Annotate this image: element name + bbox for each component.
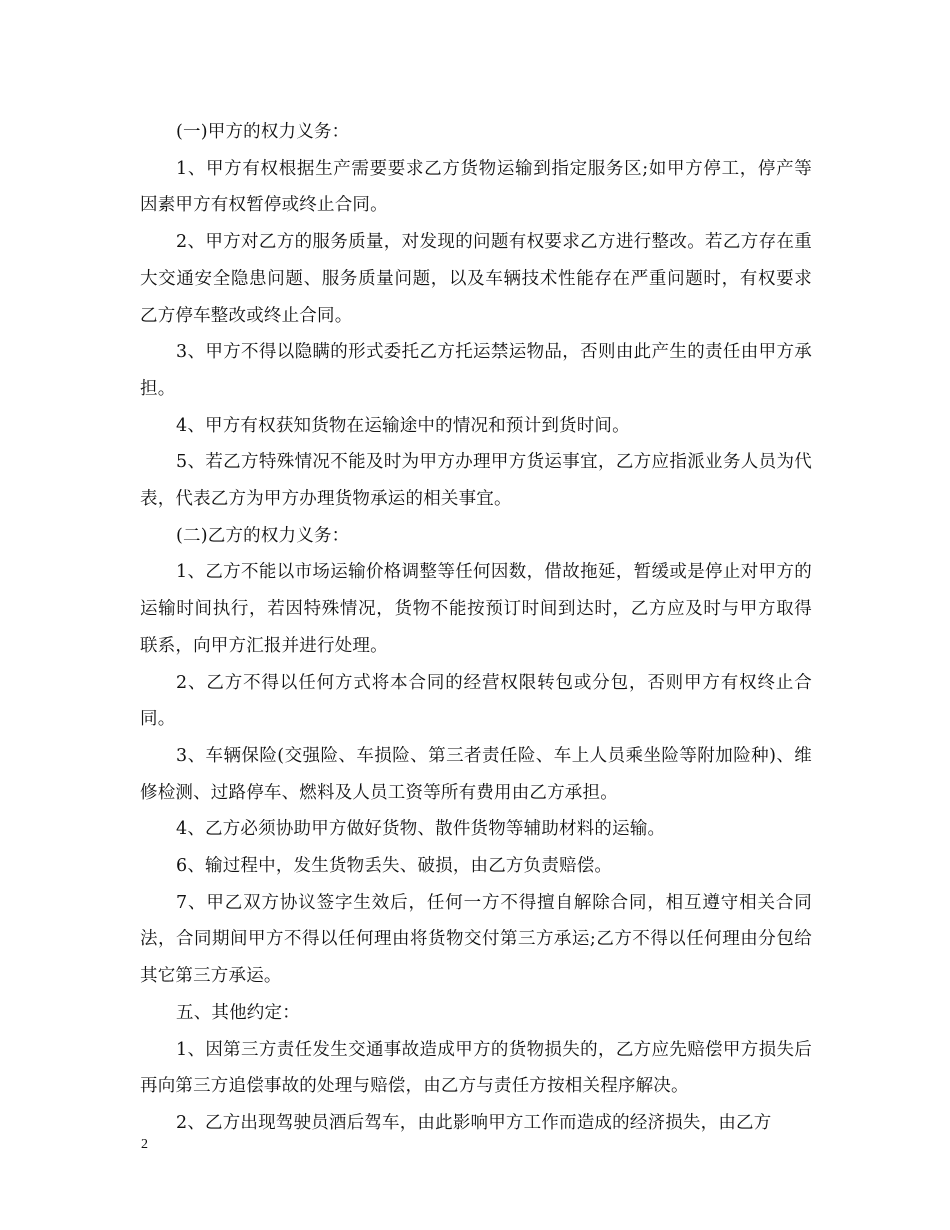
paragraph-party-b-clause-2: 2、乙方不得以任何方式将本合同的经营权限转包或分包，否则甲方有权终止合同。 bbox=[140, 672, 812, 730]
section-heading-party-b-rights: (二)乙方的权力义务： bbox=[176, 525, 350, 546]
paragraph-party-b-clause-3: 3、车辆保险(交强险、车损险、第三者责任险、车上人员乘坐险等附加险种)、维修检测、过路停车、燃料及人员工资等所有费用由乙方承担。 bbox=[140, 745, 812, 803]
section-heading-other-agreements: 五、其他约定： bbox=[176, 1002, 300, 1023]
paragraph-party-a-clause-5: 5、若乙方特殊情况不能及时为甲方办理甲方货运事宜，乙方应指派业务人员为代表，代表乙方为甲方办理货物承运的相关事宜。 bbox=[140, 452, 812, 510]
paragraph-party-a-clause-4: 4、甲方有权获知货物在运输途中的情况和预计到货时间。 bbox=[176, 415, 630, 436]
paragraph-party-b-clause-4: 4、乙方必须协助甲方做好货物、散件货物等辅助材料的运输。 bbox=[176, 819, 666, 840]
paragraph-party-b-clause-1: 1、乙方不能以市场运输价格调整等任何因数，借故拖延，暂缓或是停止对甲方的运输时间执行，若因特殊情况，货物不能按预订时间到达时，乙方应及时与甲方取得联系，向甲方汇报并进行处理。 bbox=[140, 562, 812, 656]
paragraph-other-clause-2: 2、乙方出现驾驶员酒后驾车，由此影响甲方工作而造成的经济损失，由乙方 bbox=[176, 1112, 772, 1133]
paragraph-party-a-clause-2: 2、甲方对乙方的服务质量，对发现的问题有权要求乙方进行整改。若乙方存在重大交通安全隐患问题、服务质量问题，以及车辆技术性能存在严重问题时，有权要求乙方停车整改或终止合同。 bbox=[140, 232, 812, 326]
section-heading-party-a-rights: (一)甲方的权力义务： bbox=[176, 122, 350, 142]
document-body bbox=[140, 114, 812, 1142]
paragraph-party-b-clause-6: 6、输过程中，发生货物丢失、破损，由乙方负责赔偿。 bbox=[176, 856, 613, 877]
paragraph-party-b-clause-7: 7、甲乙双方协议签字生效后，任何一方不得擅自解除合同，相互遵守相关合同法，合同期间甲方不得以任何理由将货物交付第三方承运;乙方不得以任何理由分包给其它第三方承运。 bbox=[140, 892, 812, 987]
paragraph-party-a-clause-1: 1、甲方有权根据生产需要要求乙方货物运输到指定服务区;如甲方停工，停产等因素甲方有权暂停或终止合同。 bbox=[140, 158, 812, 216]
paragraph-party-a-clause-3: 3、甲方不得以隐瞒的形式委托乙方托运禁运物品，否则由此产生的责任由甲方承担。 bbox=[140, 342, 812, 399]
page-number: 2 bbox=[141, 1137, 148, 1152]
paragraph-other-clause-1: 1、因第三方责任发生交通事故造成甲方的货物损失的，乙方应先赔偿甲方损失后再向第三方追偿事故的处理与赔偿，由乙方与责任方按相关程序解决。 bbox=[140, 1039, 812, 1097]
